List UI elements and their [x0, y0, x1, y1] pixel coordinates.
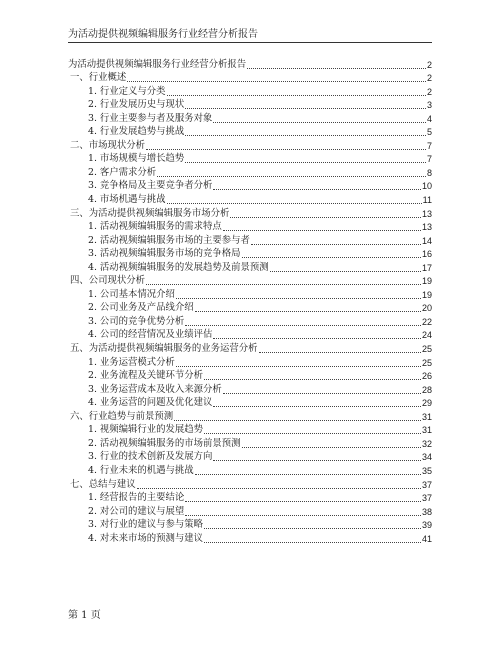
toc-entry-text: 3. 业务运营成本及收入来源分析 — [88, 383, 222, 395]
toc-entry-page: 28 — [421, 384, 432, 395]
toc-entry-page: 2 — [426, 73, 432, 84]
toc-entry-text: 三、为活动提供视频编辑服务市场分析 — [70, 207, 230, 219]
toc-leader-dots — [185, 108, 426, 109]
toc-entry-text: 1. 行业定义与分类 — [88, 85, 166, 97]
toc-section-row[interactable] — [68, 355, 432, 369]
toc-section-row[interactable] — [68, 504, 432, 518]
toc-entry-page: 25 — [421, 344, 432, 355]
toc-leader-dots — [146, 149, 426, 150]
toc-leader-dots — [167, 203, 422, 204]
toc-leader-dots — [204, 542, 421, 543]
toc-entry-text: 七、总结与建议 — [70, 478, 136, 490]
toc-entry-text: 4. 行业发展趋势与挑战 — [88, 126, 185, 138]
toc-leader-dots — [213, 189, 421, 190]
toc-entry-page: 19 — [421, 276, 432, 287]
toc-entry-page: 25 — [421, 357, 432, 368]
toc-leader-dots — [259, 352, 421, 353]
toc-title-text: 为活动提供视频编辑服务行业经营分析报告 — [68, 58, 247, 70]
toc-entry-text: 五、为活动提供视频编辑服务的业务运营分析 — [70, 343, 258, 355]
running-header: 为活动提供视频编辑服务行业经营分析报告 — [68, 29, 258, 40]
toc-chapter-row[interactable] — [68, 409, 432, 423]
toc-section-row[interactable] — [68, 260, 432, 274]
toc-entry-text: 3. 竞争格局及主要竞争者分析 — [88, 180, 213, 192]
toc-leader-dots — [137, 488, 421, 489]
toc-leader-dots — [195, 474, 421, 475]
toc-entry-text: 2. 活动视频编辑服务市场的主要参与者 — [88, 234, 250, 246]
toc-section-row[interactable] — [68, 531, 432, 545]
header-rule — [68, 42, 432, 43]
toc-entry-page: 35 — [421, 465, 432, 476]
toc-entry-text: 3. 行业的技术创新及发展方向 — [88, 451, 213, 463]
toc-entry-page: 4 — [426, 113, 432, 124]
toc-entry-text: 2. 对公司的建议与展望 — [88, 505, 185, 517]
toc-entry-text: 3. 对行业的建议与参与策略 — [88, 519, 204, 531]
toc-leader-dots — [185, 325, 421, 326]
toc-section-row[interactable] — [68, 192, 432, 206]
toc-section-row[interactable] — [68, 247, 432, 261]
toc-section-row[interactable] — [68, 84, 432, 98]
toc-entry-page: 22 — [421, 316, 432, 327]
toc-section-row[interactable] — [68, 436, 432, 450]
toc-leader-dots — [204, 528, 421, 529]
toc-leader-dots — [185, 501, 421, 502]
toc-title-page: 2 — [426, 59, 432, 70]
toc-entry-page: 26 — [421, 371, 432, 382]
toc-leader-dots — [176, 366, 421, 367]
toc-leader-dots — [204, 433, 421, 434]
toc-section-row[interactable] — [68, 369, 432, 383]
toc-entry-text: 1. 视频编辑行业的发展趋势 — [88, 424, 204, 436]
toc-entry-text: 4. 活动视频编辑服务的发展趋势及前景预测 — [88, 261, 269, 273]
toc-chapter-row[interactable] — [68, 71, 432, 85]
toc-entry-page: 29 — [421, 398, 432, 409]
toc-entry-page: 13 — [421, 222, 432, 233]
toc-leader-dots — [185, 515, 421, 516]
toc-leader-dots — [242, 447, 421, 448]
toc-section-row[interactable] — [68, 382, 432, 396]
toc-section-row[interactable] — [68, 301, 432, 315]
page-footer: 第 1 页 — [68, 610, 101, 621]
toc-leader-dots — [213, 122, 426, 123]
toc-chapter-row[interactable] — [68, 274, 432, 288]
toc-chapter-row[interactable] — [68, 138, 432, 152]
toc-section-row[interactable] — [68, 165, 432, 179]
toc-leader-dots — [223, 230, 421, 231]
toc-leader-dots — [174, 420, 421, 421]
toc-leader-dots — [242, 257, 421, 258]
toc-entry-page: 17 — [421, 262, 432, 273]
toc-section-row[interactable] — [68, 518, 432, 532]
toc-leader-dots — [213, 338, 421, 339]
toc-section-row[interactable] — [68, 491, 432, 505]
toc-chapter-row[interactable] — [68, 477, 432, 491]
toc-entry-page: 10 — [421, 181, 432, 192]
toc-entry-page: 38 — [421, 506, 432, 517]
toc-entries — [68, 71, 432, 545]
toc-entry-page: 16 — [421, 249, 432, 260]
toc-leader-dots — [213, 460, 421, 461]
toc-entry-text: 1. 公司基本情况介绍 — [88, 288, 175, 300]
toc-entry-page: 32 — [421, 438, 432, 449]
toc-section-row[interactable] — [68, 220, 432, 234]
toc-entry-page: 37 — [421, 493, 432, 504]
toc-section-row[interactable] — [68, 328, 432, 342]
toc-leader-dots — [195, 311, 421, 312]
table-of-contents — [68, 57, 432, 545]
toc-entry-text: 六、行业趋势与前景预测 — [70, 410, 174, 422]
toc-entry-page: 39 — [421, 520, 432, 531]
toc-entry-page: 11 — [422, 195, 432, 206]
toc-entry-text: 4. 市场机遇与挑战 — [88, 194, 166, 206]
toc-section-row[interactable] — [68, 152, 432, 166]
toc-section-row[interactable] — [68, 314, 432, 328]
toc-leader-dots — [146, 284, 421, 285]
toc-entry-text: 二、市场现状分析 — [70, 139, 146, 151]
toc-chapter-row[interactable] — [68, 341, 432, 355]
toc-entry-text: 4. 业务运营的问题及优化建议 — [88, 397, 213, 409]
toc-section-row[interactable] — [68, 423, 432, 437]
toc-leader-dots — [127, 81, 426, 82]
toc-entry-text: 2. 行业发展历史与现状 — [88, 99, 185, 111]
toc-leader-dots — [157, 176, 426, 177]
toc-entry-text: 2. 客户需求分析 — [88, 166, 157, 178]
toc-entry-text: 一、行业概述 — [70, 72, 127, 84]
toc-entry-page: 34 — [421, 452, 432, 463]
toc-entry-text: 3. 活动视频编辑服务市场的竞争格局 — [88, 248, 241, 260]
toc-entry-text: 2. 活动视频编辑服务的市场前景预测 — [88, 437, 241, 449]
toc-entry-page: 8 — [426, 167, 432, 178]
toc-entry-page: 41 — [421, 533, 432, 544]
toc-entry-page: 37 — [421, 479, 432, 490]
toc-entry-text: 四、公司现状分析 — [70, 275, 146, 287]
toc-entry-page: 5 — [426, 127, 432, 138]
toc-entry-page: 19 — [421, 289, 432, 300]
toc-entry-page: 31 — [421, 411, 432, 422]
toc-entry-text: 1. 经营报告的主要结论 — [88, 492, 185, 504]
toc-entry-text: 4. 行业未来的机遇与挑战 — [88, 464, 194, 476]
toc-entry-text: 1. 业务运营模式分析 — [88, 356, 175, 368]
toc-leader-dots — [204, 379, 421, 380]
toc-section-row[interactable] — [68, 396, 432, 410]
toc-leader-dots — [251, 244, 421, 245]
toc-section-row[interactable] — [68, 179, 432, 193]
toc-entry-page: 20 — [421, 303, 432, 314]
toc-chapter-row[interactable] — [68, 206, 432, 220]
toc-entry-text: 4. 公司的经营情况及业绩评估 — [88, 329, 213, 341]
toc-entry-page: 24 — [421, 330, 432, 341]
toc-title-row[interactable] — [68, 57, 432, 71]
toc-section-row[interactable] — [68, 233, 432, 247]
toc-entry-text: 2. 业务流程及关键环节分析 — [88, 370, 204, 382]
toc-leader-dots — [223, 393, 421, 394]
toc-entry-page: 14 — [421, 235, 432, 246]
toc-entry-text: 3. 行业主要参与者及服务对象 — [88, 112, 213, 124]
toc-entry-text: 1. 活动视频编辑服务的需求特点 — [88, 221, 222, 233]
toc-leader-dots — [270, 271, 421, 272]
toc-entry-page: 2 — [426, 86, 432, 97]
toc-leader-dots — [185, 135, 426, 136]
toc-leader-dots — [176, 298, 421, 299]
toc-entry-page: 31 — [421, 425, 432, 436]
toc-entry-text: 3. 公司的竞争优势分析 — [88, 315, 185, 327]
toc-leader-dots — [185, 162, 426, 163]
toc-entry-page: 3 — [426, 100, 432, 111]
toc-leader-dots — [247, 68, 426, 69]
toc-section-row[interactable] — [68, 463, 432, 477]
toc-section-row[interactable] — [68, 287, 432, 301]
toc-entry-page: 7 — [426, 154, 432, 165]
toc-entry-page: 13 — [421, 208, 432, 219]
toc-section-row[interactable] — [68, 125, 432, 139]
toc-entry-text: 4. 对未来市场的预测与建议 — [88, 532, 204, 544]
toc-leader-dots — [213, 406, 421, 407]
toc-entry-page: 7 — [426, 140, 432, 151]
toc-section-row[interactable] — [68, 111, 432, 125]
toc-leader-dots — [167, 95, 426, 96]
toc-leader-dots — [230, 217, 421, 218]
toc-entry-text: 2. 公司业务及产品线介绍 — [88, 302, 194, 314]
toc-entry-text: 1. 市场规模与增长趋势 — [88, 153, 185, 165]
toc-section-row[interactable] — [68, 450, 432, 464]
toc-section-row[interactable] — [68, 98, 432, 112]
